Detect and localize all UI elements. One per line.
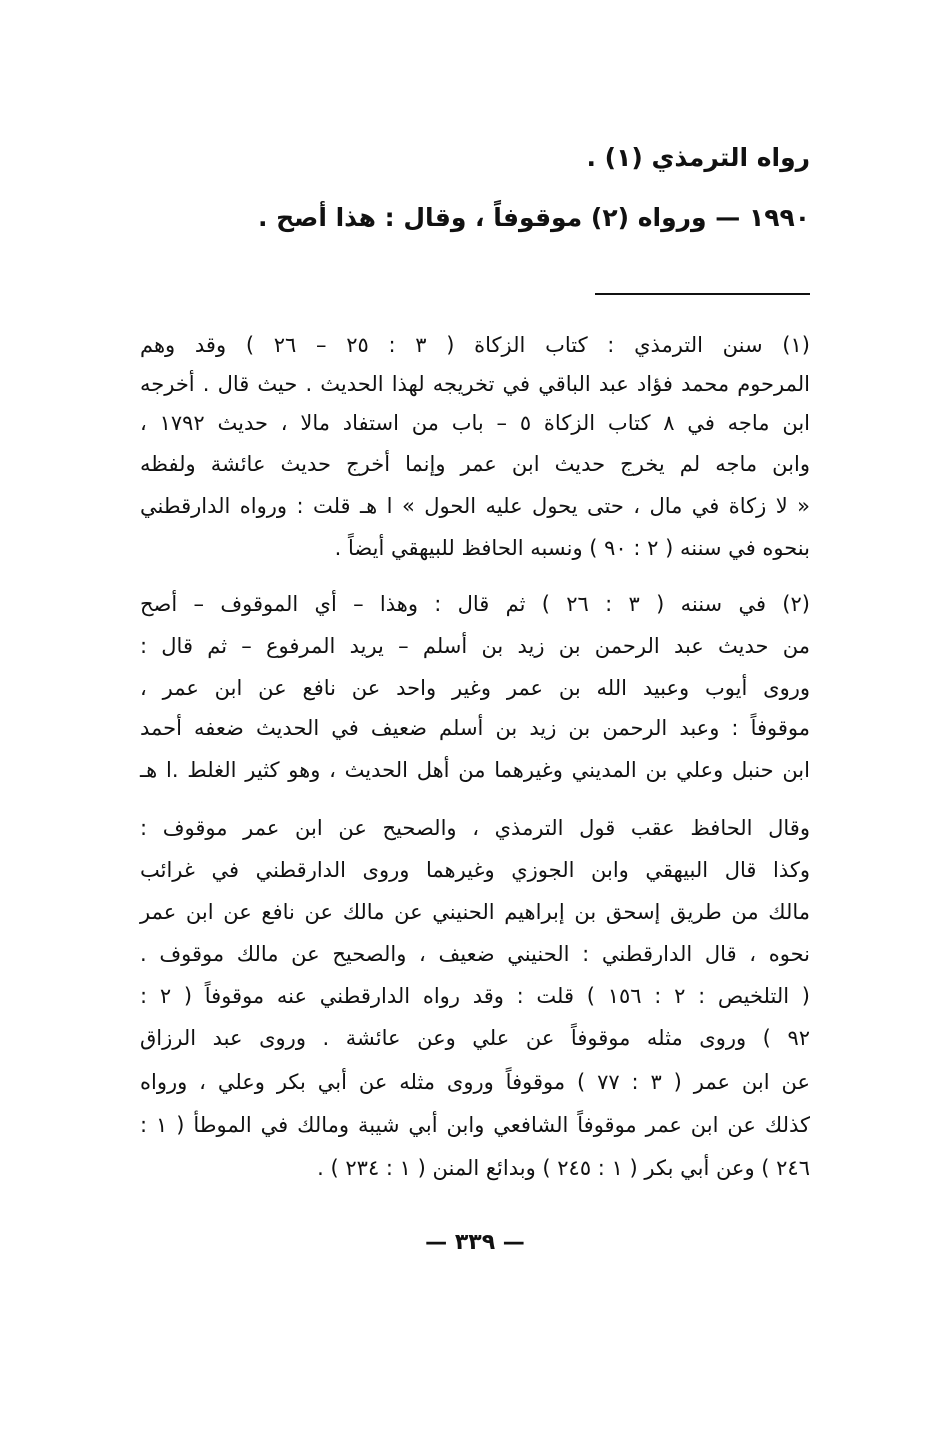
footnote-continuation-line: نحوه ، قال الدارقطني : الحنيني ضعيف ، والصحيح عن مالك موقوف .: [140, 942, 810, 966]
footnote-continuation-line: كذلك عن ابن عمر موقوفاً الشافعي وابن أبي شيبة ومالك في الموطأ ( ١ :: [140, 1113, 810, 1137]
footnote-2-line: من حديث عبد الرحمن بن زيد بن أسلم – يريد المرفوع – ثم قال :: [140, 634, 810, 658]
footnote-continuation-line: عن ابن عمر ( ٣ : ٧٧ ) موقوفاً وروى مثله عن أبي بكر وعلي ، ورواه: [140, 1070, 810, 1094]
footnote-continuation-line: مالك من طريق إسحق بن إبراهيم الحنيني عن مالك عن نافع عن ابن عمر: [140, 900, 810, 924]
footnote-continuation-line: ( التلخيص : ٢ : ١٥٦ ) قلت : وقد رواه الدارقطني عنه موقوفاً ( ٢ :: [140, 984, 810, 1008]
footnote-1-line: « لا زكاة في مال ، حتى يحول عليه الحول » ا هـ قلت : ورواه الدارقطني: [140, 494, 810, 518]
page-number: — ٣٣٩ —: [425, 1230, 525, 1255]
footnote-1-line: بنحوه في سننه ( ٢ : ٩٠ ) ونسبه الحافظ للبيهقي أيضاً .: [334, 536, 810, 560]
footnote-continuation-line: ٩٢ ) وروى مثله موقوفاً عن علي وعن عائشة . وروى عبد الرزاق: [140, 1026, 810, 1050]
footnote-1-line: وابن ماجه لم يخرج حديث ابن عمر وإنما أخرج حديث عائشة ولفظه: [140, 452, 810, 476]
footnote-1-line: (١) سنن الترمذي : كتاب الزكاة ( ٣ : ٢٥ – ٢٦ ) وقد وهم: [140, 333, 810, 357]
footnote-continuation-line: وقال الحافظ عقب قول الترمذي ، والصحيح عن ابن عمر موقوف :: [140, 816, 810, 840]
main-text-line: رواه الترمذي (١) .: [586, 143, 810, 172]
main-text-line: ١٩٩٠ — ورواه (٢) موقوفاً ، وقال : هذا أصح .: [257, 203, 810, 232]
footnote-2-line: (٢) في سننه ( ٣ : ٢٦ ) ثم قال : وهذا – أي الموقوف – أصح: [140, 592, 810, 616]
footnote-continuation-line: ٢٤٦ ) وعن أبي بكر ( ١ : ٢٤٥ ) وبدائع المنن ( ١ : ٢٣٤ ) .: [317, 1156, 810, 1180]
footnote-1-line: ابن ماجه في ٨ كتاب الزكاة ٥ – باب من استفاد مالا ، حديث ١٧٩٢ ،: [140, 411, 810, 435]
footnote-continuation-line: وكذا قال البيهقي وابن الجوزي وغيرهما وروى الدارقطني في غرائب: [140, 858, 810, 882]
footnote-separator: [595, 293, 810, 295]
footnote-2-line: ابن حنبل وعلي بن المديني وغيرهما من أهل الحديث ، وهو كثير الغلط .ا هـ: [140, 758, 810, 782]
footnote-1-line: المرحوم محمد فؤاد عبد الباقي في تخريجه لهذا الحديث . حيث قال . أخرجه: [140, 372, 810, 396]
footnote-2-line: وروى أيوب وعبيد الله بن عمر وغير واحد عن نافع عن ابن عمر ،: [140, 676, 810, 700]
footnote-2-line: موقوفاً : وعبد الرحمن بن زيد بن أسلم ضعيف في الحديث ضعفه أحمد: [140, 716, 810, 740]
